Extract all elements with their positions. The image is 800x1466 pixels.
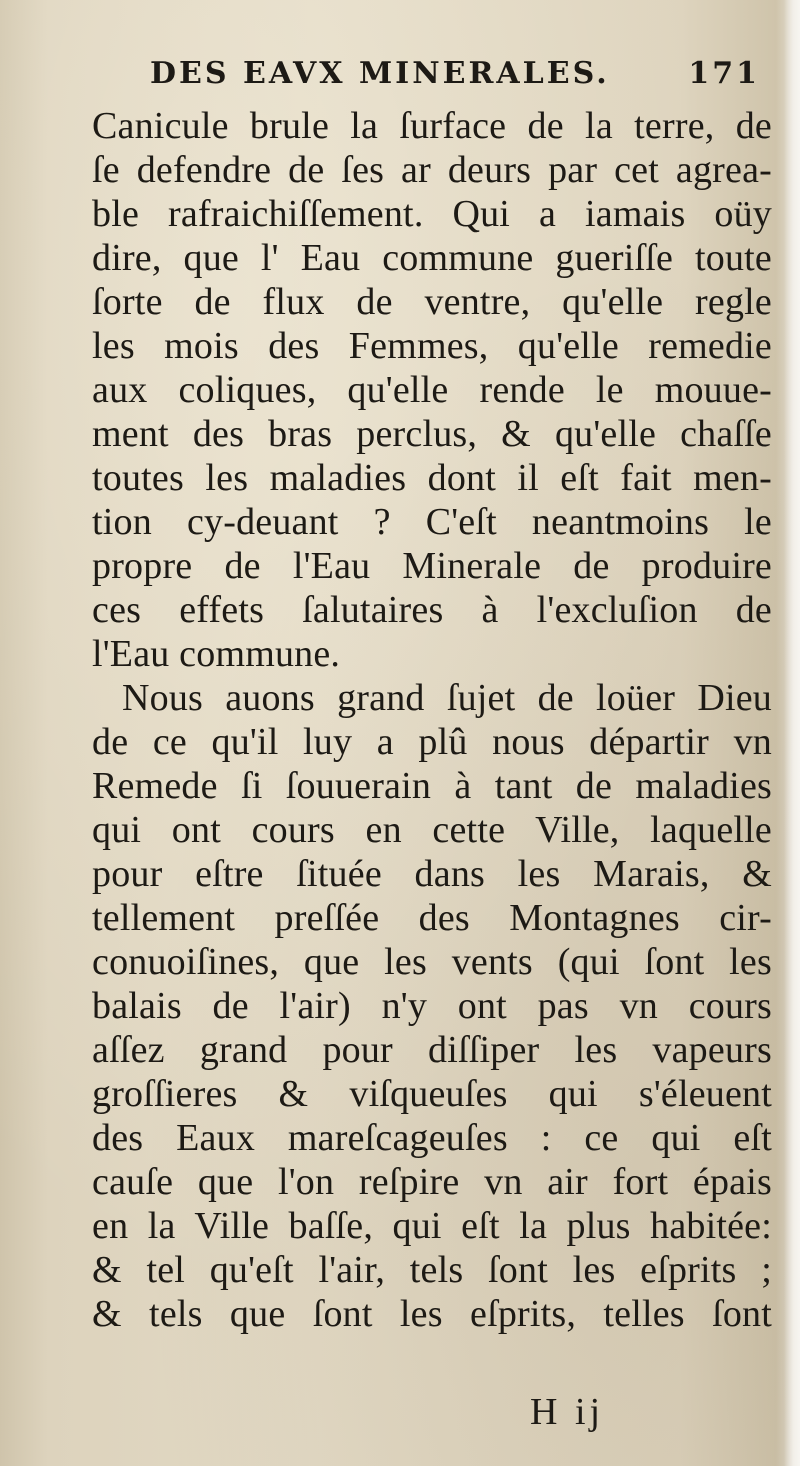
text-line: ment des bras perclus, & qu'elle chaſſe <box>92 413 772 455</box>
text-line: de ce qu'il luy a plû nous départir vn <box>92 721 772 763</box>
text-line: qui ont cours en cette Ville, laquelle <box>92 809 772 851</box>
signature-mark: H ij <box>530 1391 605 1433</box>
text-line: balais de l'air) n'y ont pas vn cours <box>92 985 772 1027</box>
page-header <box>150 56 760 106</box>
running-title: DES EAVX MINERALES. <box>150 56 610 91</box>
text-line: toutes les maladies dont il eſt fait men- <box>92 457 772 499</box>
text-line: ſorte de flux de ventre, qu'elle regle <box>92 281 772 323</box>
text-line: propre de l'Eau Minerale de produire <box>92 545 772 587</box>
text-line: dire, que l' Eau commune gueriſſe toute <box>92 237 772 279</box>
text-line: ble rafraichiſſement. Qui a iamais oüy <box>92 193 772 235</box>
text-line: les mois des Femmes, qu'elle remedie <box>92 325 772 367</box>
text-line: ces effets ſalutaires à l'excluſion de <box>92 589 772 631</box>
text-line: aux coliques, qu'elle rende le mouue- <box>92 369 772 411</box>
text-line: des Eaux mareſcageuſes : ce qui eſt <box>92 1117 772 1159</box>
text-line: aſſez grand pour diſſiper les vapeurs <box>92 1029 772 1071</box>
text-line: ſe defendre de ſes ar deurs par cet agrea- <box>92 149 772 191</box>
text-line: en la Ville baſſe, qui eſt la plus habitée: <box>92 1205 772 1247</box>
text-line: Canicule brule la ſurface de la terre, de <box>92 105 772 147</box>
text-line: Nous auons grand ſujet de loüer Dieu <box>122 677 772 719</box>
page-edge <box>784 0 800 1466</box>
text-line: groſſieres & viſqueuſes qui s'éleuent <box>92 1073 772 1115</box>
text-line: Remede ſi ſouuerain à tant de maladies <box>92 765 772 807</box>
text-line: tellement preſſée des Montagnes cir- <box>92 897 772 939</box>
text-line: tion cy-deuant ? C'eſt neantmoins le <box>92 501 772 543</box>
text-line: l'Eau commune. <box>92 633 341 675</box>
text-line: cauſe que l'on reſpire vn air fort épais <box>92 1161 772 1203</box>
text-line: pour eſtre ſituée dans les Marais, & <box>92 853 772 895</box>
page-number: 171 <box>688 56 760 91</box>
text-line: conuoiſines, que les vents (qui ſont les <box>92 941 772 983</box>
body-text <box>92 104 772 1336</box>
text-line: & tels que ſont les eſprits, telles ſont <box>92 1293 772 1335</box>
text-line: & tel qu'eſt l'air, tels ſont les eſprits ; <box>92 1249 772 1291</box>
